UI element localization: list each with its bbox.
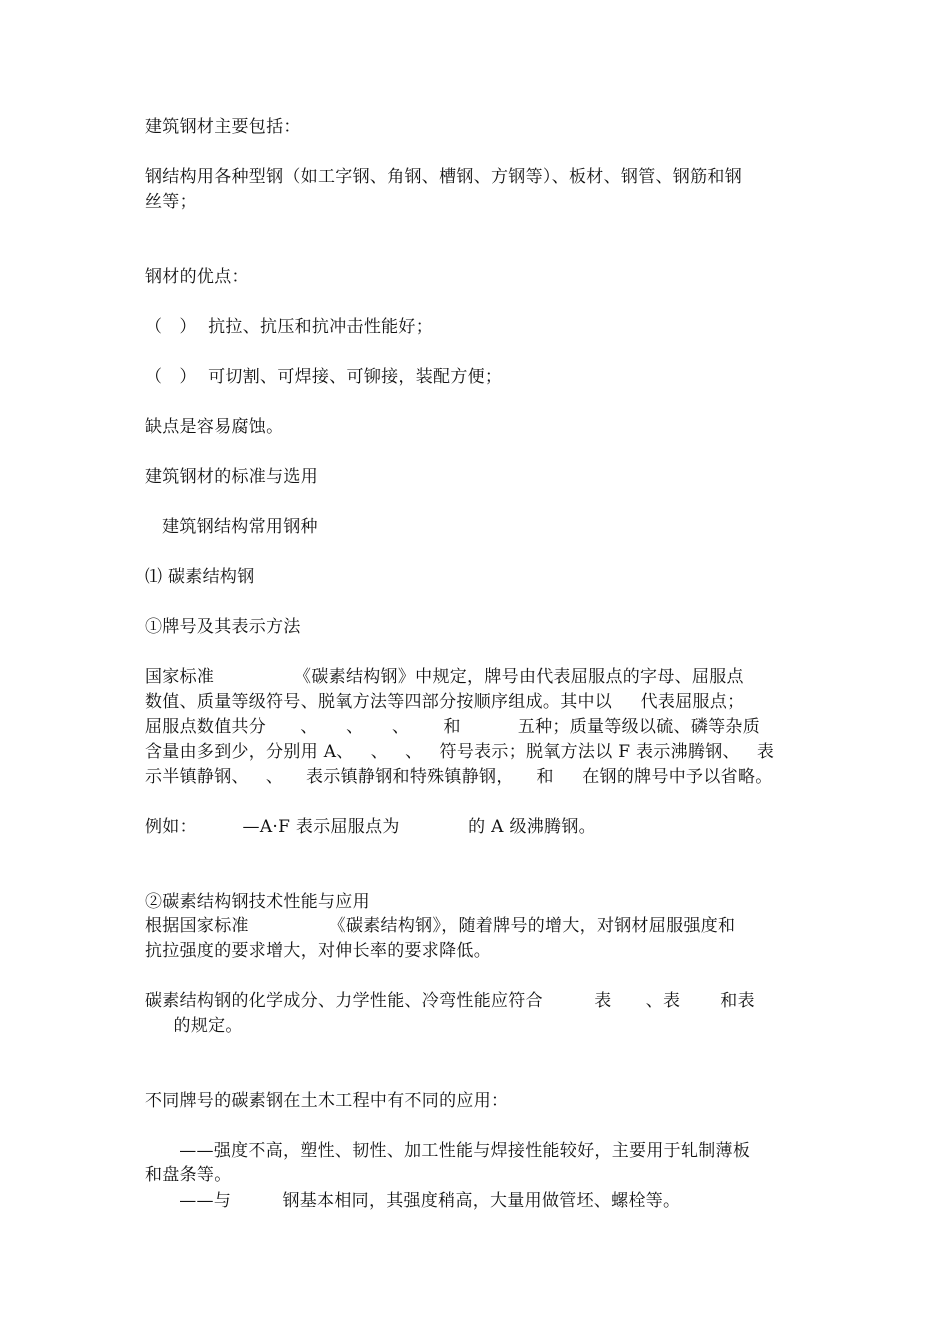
list-item: （ ） 可切割、可焊接、可铆接，装配方便； <box>145 367 503 387</box>
subsection-heading: ⑴ 碳素结构钢 <box>145 567 255 587</box>
paragraph-line: 抗拉强度的要求增大，对伸长率的要求降低。 <box>145 941 491 961</box>
paragraph-line: 碳素结构钢的化学成分、力学性能、冷弯性能应符合 表 、表 和表 <box>145 991 755 1011</box>
paragraph-line: 根据国家标准 《碳素结构钢》，随着牌号的增大，对钢材屈服强度和 <box>145 916 736 936</box>
section-heading-advantages: 钢材的优点： <box>145 267 249 287</box>
paragraph-line: 钢结构用各种型钢（如工字钢、角钢、槽钢、方钢等）、板材、钢管、钢筋和钢 <box>145 167 742 187</box>
example-line: 例如： —A·F 表示屈服点为 的 A 级沸腾钢。 <box>145 817 596 837</box>
paragraph-line: ——与 钢基本相同，其强度稍高，大量用做管坯、螺栓等。 <box>145 1191 681 1211</box>
paragraph-line: 含量由多到少，分别用 A、 、 、 符号表示；脱氧方法以 F 表示沸腾钢、 表 <box>145 742 775 762</box>
paragraph-line: 不同牌号的碳素钢在土木工程中有不同的应用： <box>145 1091 509 1111</box>
paragraph-line: 丝等； <box>145 192 197 212</box>
paragraph-line: 屈服点数值共分 、 、 、 和 五种；质量等级以硫、磷等杂质 <box>145 717 761 737</box>
paragraph-line: 缺点是容易腐蚀。 <box>145 417 284 437</box>
subsection-heading: 建筑钢结构常用钢种 <box>145 517 318 537</box>
subsection-heading: ①牌号及其表示方法 <box>145 617 301 637</box>
paragraph-line: 国家标准 《碳素结构钢》中规定，牌号由代表屈服点的字母、屈服点 <box>145 667 744 687</box>
section-heading-main-materials: 建筑钢材主要包括： <box>145 117 301 137</box>
paragraph-line: ——强度不高，塑性、韧性、加工性能与焊接性能较好，主要用于轧制薄板 <box>145 1141 751 1161</box>
section-heading-standards: 建筑钢材的标准与选用 <box>145 467 318 487</box>
paragraph-line: 示半镇静钢、 、 表示镇静钢和特殊镇静钢， 和 在钢的牌号中予以省略。 <box>145 767 773 787</box>
subsection-heading: ②碳素结构钢技术性能与应用 <box>145 892 370 912</box>
paragraph-line: 数值、质量等级符号、脱氧方法等四部分按顺序组成。其中以 代表屈服点； <box>145 692 745 712</box>
paragraph-line: 的规定。 <box>145 1016 243 1036</box>
list-item: （ ） 抗拉、抗压和抗冲击性能好； <box>145 317 434 337</box>
paragraph-line: 和盘条等。 <box>145 1165 232 1185</box>
